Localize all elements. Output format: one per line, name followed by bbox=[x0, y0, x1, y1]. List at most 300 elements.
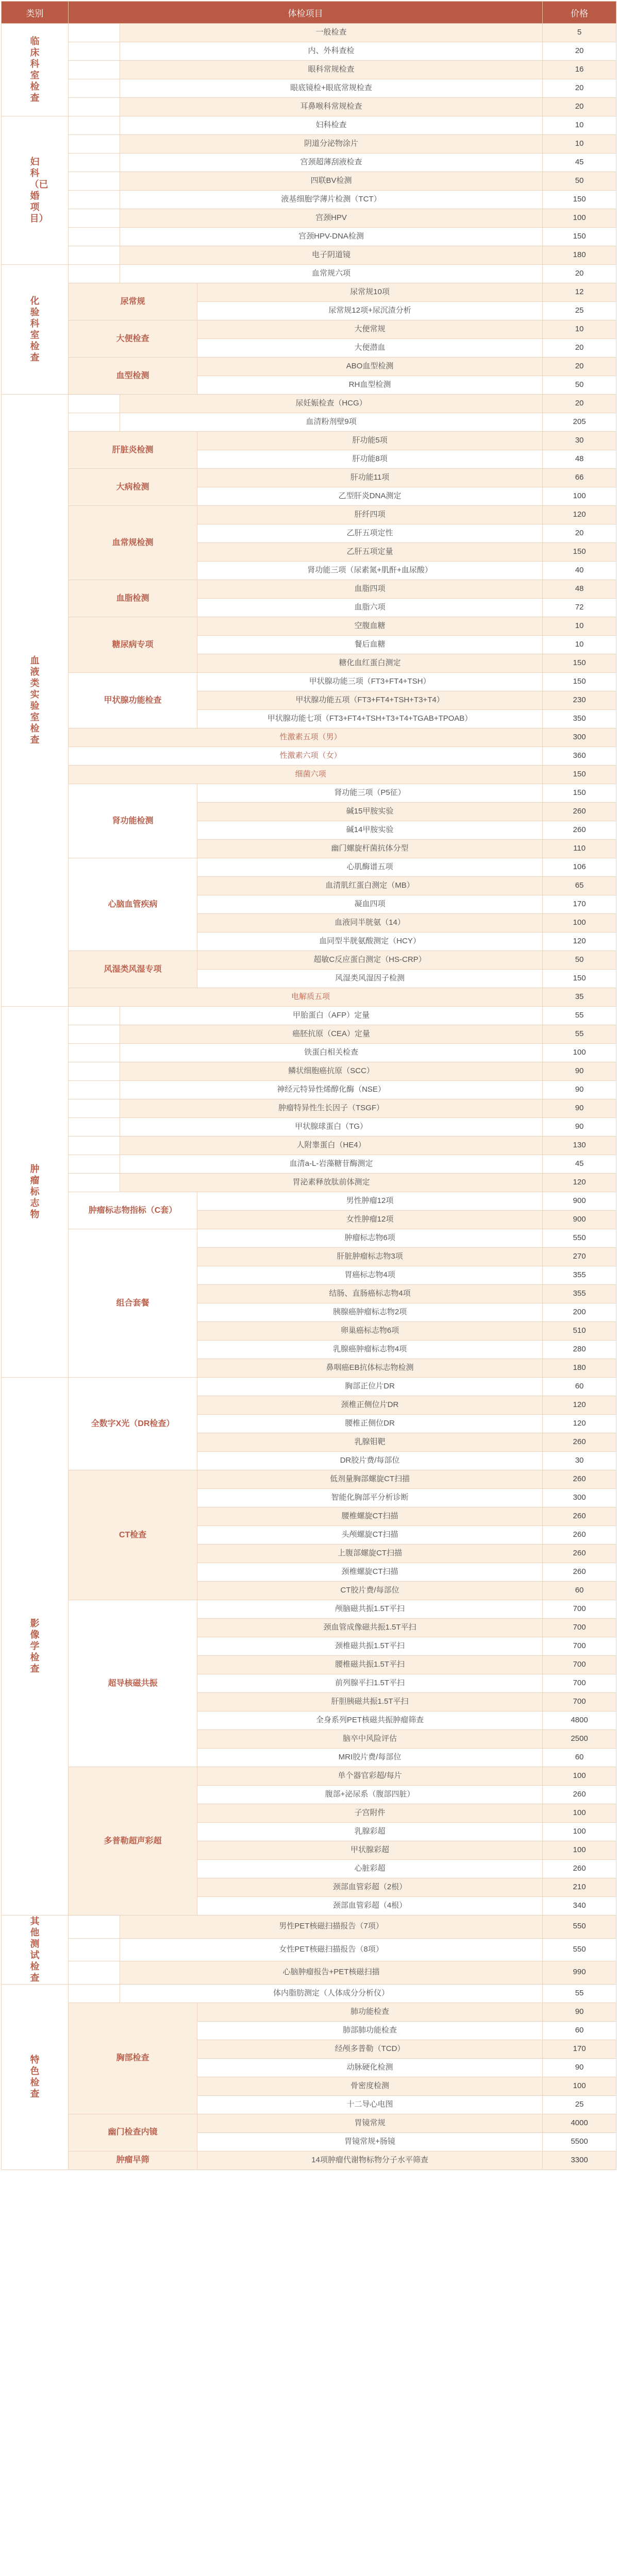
price-cell: 50 bbox=[543, 172, 616, 191]
item-cell: 神经元特异性烯醇化酶（NSE） bbox=[120, 1081, 543, 1099]
item-cell: 糖化血红蛋白测定 bbox=[197, 654, 543, 673]
price-cell: 355 bbox=[543, 1266, 616, 1285]
item-cell: 细菌六项 bbox=[69, 766, 543, 784]
price-cell: 120 bbox=[543, 1396, 616, 1415]
price-cell: 100 bbox=[543, 1044, 616, 1062]
spacer-cell bbox=[69, 246, 120, 265]
table-row bbox=[2, 432, 616, 450]
item-cell: 宫颈HPV-DNA检测 bbox=[120, 228, 543, 246]
price-cell: 170 bbox=[543, 2040, 616, 2058]
spacer-cell bbox=[69, 1961, 120, 1985]
item-cell: DR胶片费/每部位 bbox=[197, 1452, 543, 1470]
item-cell: 肝脏肿瘤标志物3项 bbox=[197, 1248, 543, 1266]
item-cell: 人附睾蛋白（HE4） bbox=[120, 1137, 543, 1155]
table-row bbox=[2, 1378, 616, 1396]
item-cell: 甲状腺球蛋白（TG） bbox=[120, 1118, 543, 1137]
price-cell: 66 bbox=[543, 469, 616, 487]
item-cell: 耳鼻喉科常规检查 bbox=[120, 98, 543, 116]
subgroup-cell: CT检查 bbox=[69, 1470, 197, 1600]
item-cell: 上腹部螺旋CT扫描 bbox=[197, 1545, 543, 1563]
price-cell: 260 bbox=[543, 1860, 616, 1878]
item-cell: 心肌酶谱五项 bbox=[197, 858, 543, 877]
item-cell: 胰腺癌肿瘤标志物2项 bbox=[197, 1303, 543, 1322]
price-cell: 260 bbox=[543, 1433, 616, 1452]
table-row bbox=[2, 1229, 616, 1248]
table-row bbox=[2, 1062, 616, 1081]
price-cell: 260 bbox=[543, 1507, 616, 1526]
table-row bbox=[2, 98, 616, 116]
table-header bbox=[2, 2, 616, 24]
category-cell bbox=[2, 1916, 69, 1985]
table-row bbox=[2, 61, 616, 79]
price-cell: 20 bbox=[543, 98, 616, 116]
price-cell: 700 bbox=[543, 1619, 616, 1637]
price-cell: 510 bbox=[543, 1322, 616, 1341]
table-row bbox=[2, 320, 616, 339]
price-cell: 10 bbox=[543, 116, 616, 135]
price-cell: 260 bbox=[543, 1545, 616, 1563]
price-cell: 55 bbox=[543, 1025, 616, 1044]
item-cell: 肺功能检查 bbox=[197, 2003, 543, 2021]
price-cell: 40 bbox=[543, 562, 616, 580]
item-cell: 甲状腺功能七项（FT3+FT4+TSH+T3+T4+TGAB+TPOAB） bbox=[197, 710, 543, 728]
price-cell: 106 bbox=[543, 858, 616, 877]
table-row bbox=[2, 246, 616, 265]
price-cell: 260 bbox=[543, 1563, 616, 1582]
price-cell: 100 bbox=[543, 1841, 616, 1860]
price-cell: 360 bbox=[543, 747, 616, 766]
table-row bbox=[2, 469, 616, 487]
subgroup-cell: 血型检测 bbox=[69, 358, 197, 395]
price-cell: 300 bbox=[543, 728, 616, 747]
price-cell: 45 bbox=[543, 1155, 616, 1174]
item-cell: 大便常规 bbox=[197, 320, 543, 339]
table-row bbox=[2, 2003, 616, 2021]
category-label: 临床科室检查 bbox=[30, 36, 40, 104]
spacer-cell bbox=[69, 154, 120, 172]
item-cell: 腹部+泌尿系（腹部四脏） bbox=[197, 1786, 543, 1804]
category-cell bbox=[2, 1378, 69, 1916]
category-cell bbox=[2, 395, 69, 1007]
spacer-cell bbox=[69, 1137, 120, 1155]
item-cell: 甲状腺功能五项（FT3+FT4+TSH+T3+T4） bbox=[197, 691, 543, 710]
table-row bbox=[2, 413, 616, 432]
item-cell: 液基细胞学薄片检测（TCT） bbox=[120, 191, 543, 209]
price-cell: 25 bbox=[543, 2095, 616, 2114]
price-cell: 25 bbox=[543, 302, 616, 320]
item-cell: 铁蛋白相关检查 bbox=[120, 1044, 543, 1062]
price-cell: 260 bbox=[543, 1786, 616, 1804]
table-row bbox=[2, 1137, 616, 1155]
price-cell: 150 bbox=[543, 543, 616, 562]
item-cell: 宫颈HPV bbox=[120, 209, 543, 228]
category-label: 影像学检查 bbox=[30, 1618, 40, 1674]
price-cell: 30 bbox=[543, 1452, 616, 1470]
price-cell: 150 bbox=[543, 673, 616, 691]
item-cell: 颅脑磁共振1.5T平扫 bbox=[197, 1600, 543, 1619]
subgroup-cell: 肝脏炎检测 bbox=[69, 432, 197, 469]
item-cell: 智能化胸部平分析诊断 bbox=[197, 1489, 543, 1507]
spacer-cell bbox=[69, 1938, 120, 1961]
item-cell: 肝功能11项 bbox=[197, 469, 543, 487]
item-cell: 肝功能8项 bbox=[197, 450, 543, 469]
header-category: 类别 bbox=[2, 2, 69, 24]
price-cell: 10 bbox=[543, 135, 616, 154]
price-cell: 100 bbox=[543, 1823, 616, 1841]
price-cell: 4000 bbox=[543, 2114, 616, 2132]
price-cell: 260 bbox=[543, 821, 616, 840]
price-cell: 55 bbox=[543, 1984, 616, 2003]
table-row bbox=[2, 617, 616, 636]
item-cell: 颈血管成像磁共振1.5T平扫 bbox=[197, 1619, 543, 1637]
table-row bbox=[2, 395, 616, 413]
price-cell: 60 bbox=[543, 1378, 616, 1396]
item-cell: 血脂四项 bbox=[197, 580, 543, 599]
spacer-cell bbox=[69, 1062, 120, 1081]
table-row bbox=[2, 42, 616, 61]
subgroup-cell: 血常规检测 bbox=[69, 506, 197, 580]
item-cell: 空腹血糖 bbox=[197, 617, 543, 636]
spacer-cell bbox=[69, 1916, 120, 1939]
price-cell: 90 bbox=[543, 2058, 616, 2077]
price-cell: 150 bbox=[543, 228, 616, 246]
price-cell: 16 bbox=[543, 61, 616, 79]
spacer-cell bbox=[69, 413, 120, 432]
price-cell: 20 bbox=[543, 339, 616, 358]
item-cell: 眼底镜检+眼底常规检查 bbox=[120, 79, 543, 98]
subgroup-cell: 肿瘤标志物指标（C套） bbox=[69, 1192, 197, 1229]
price-cell: 90 bbox=[543, 1062, 616, 1081]
item-cell: 男性PET核磁扫描报告（7项） bbox=[120, 1916, 543, 1939]
item-cell: 肝胆胰磁共振1.5T平扫 bbox=[197, 1693, 543, 1711]
table-row bbox=[2, 1118, 616, 1137]
item-cell: CT胶片费/每部位 bbox=[197, 1582, 543, 1600]
price-cell: 200 bbox=[543, 1303, 616, 1322]
item-cell: 肝纤四项 bbox=[197, 506, 543, 524]
price-cell: 150 bbox=[543, 654, 616, 673]
item-cell: 尿常规12项+尿沉渣分析 bbox=[197, 302, 543, 320]
item-cell: 大便潜血 bbox=[197, 339, 543, 358]
table-row bbox=[2, 1044, 616, 1062]
item-cell: 颈椎磁共振1.5T平扫 bbox=[197, 1637, 543, 1656]
price-cell: 700 bbox=[543, 1637, 616, 1656]
price-cell: 700 bbox=[543, 1600, 616, 1619]
item-cell: 颈椎正侧位片DR bbox=[197, 1396, 543, 1415]
item-cell: 尿妊娠检查（HCG） bbox=[120, 395, 543, 413]
subgroup-cell: 甲状腺功能检查 bbox=[69, 673, 197, 728]
subgroup-cell: 多普勒超声彩超 bbox=[69, 1767, 197, 1916]
price-cell: 150 bbox=[543, 766, 616, 784]
item-cell: 甲状腺彩超 bbox=[197, 1841, 543, 1860]
table-row bbox=[2, 951, 616, 970]
price-cell: 210 bbox=[543, 1878, 616, 1897]
price-cell: 355 bbox=[543, 1285, 616, 1303]
price-cell: 90 bbox=[543, 2003, 616, 2021]
spacer-cell bbox=[69, 172, 120, 191]
price-cell: 5500 bbox=[543, 2132, 616, 2151]
price-cell: 270 bbox=[543, 1248, 616, 1266]
category-cell bbox=[2, 265, 69, 395]
price-table bbox=[1, 1, 616, 2170]
item-cell: 前列腺平扫1.5T平扫 bbox=[197, 1674, 543, 1693]
table-row bbox=[2, 265, 616, 283]
item-cell: 颈部血管彩超（4根） bbox=[197, 1897, 543, 1916]
price-cell: 700 bbox=[543, 1674, 616, 1693]
category-label: 特色检查 bbox=[30, 2054, 40, 2099]
price-cell: 60 bbox=[543, 1749, 616, 1767]
price-cell: 900 bbox=[543, 1211, 616, 1229]
price-cell: 260 bbox=[543, 1526, 616, 1545]
item-cell: 颈椎螺旋CT扫描 bbox=[197, 1563, 543, 1582]
item-cell: 胃泌素释放肽前体测定 bbox=[120, 1174, 543, 1192]
table-row bbox=[2, 172, 616, 191]
item-cell: 胃镜常规+肠镜 bbox=[197, 2132, 543, 2151]
price-cell: 120 bbox=[543, 1415, 616, 1433]
table-row bbox=[2, 747, 616, 766]
item-cell: 餐后血糖 bbox=[197, 636, 543, 654]
item-cell: MRI胶片费/每部位 bbox=[197, 1749, 543, 1767]
item-cell: 14项肿瘤代谢物标物分子水平筛查 bbox=[197, 2151, 543, 2170]
table-body bbox=[2, 24, 616, 2170]
price-cell: 12 bbox=[543, 283, 616, 302]
item-cell: 碱15甲胺实验 bbox=[197, 803, 543, 821]
price-cell: 900 bbox=[543, 1192, 616, 1211]
table-row bbox=[2, 24, 616, 42]
category-cell bbox=[2, 116, 69, 265]
price-cell: 550 bbox=[543, 1916, 616, 1939]
table-row bbox=[2, 154, 616, 172]
table-row bbox=[2, 1192, 616, 1211]
spacer-cell bbox=[69, 1044, 120, 1062]
price-cell: 120 bbox=[543, 933, 616, 951]
price-cell: 48 bbox=[543, 580, 616, 599]
item-cell: 乙肝五项定性 bbox=[197, 524, 543, 543]
item-cell: 凝血四项 bbox=[197, 895, 543, 914]
price-cell: 50 bbox=[543, 951, 616, 970]
item-cell: 碱14甲胺实验 bbox=[197, 821, 543, 840]
price-cell: 20 bbox=[543, 395, 616, 413]
item-cell: RH血型检测 bbox=[197, 376, 543, 395]
spacer-cell bbox=[69, 79, 120, 98]
item-cell: 女性肿瘤12项 bbox=[197, 1211, 543, 1229]
table-row bbox=[2, 1007, 616, 1025]
item-cell: 腰椎螺旋CT扫描 bbox=[197, 1507, 543, 1526]
table-row bbox=[2, 784, 616, 803]
price-cell: 48 bbox=[543, 450, 616, 469]
price-cell: 60 bbox=[543, 1582, 616, 1600]
price-cell: 550 bbox=[543, 1938, 616, 1961]
item-cell: 血同型半胱氨酸测定（HCY） bbox=[197, 933, 543, 951]
price-cell: 90 bbox=[543, 1118, 616, 1137]
price-cell: 120 bbox=[543, 506, 616, 524]
item-cell: 肿瘤标志物6项 bbox=[197, 1229, 543, 1248]
table-row bbox=[2, 1938, 616, 1961]
subgroup-cell: 风湿类风湿专项 bbox=[69, 951, 197, 988]
price-cell: 180 bbox=[543, 246, 616, 265]
price-cell: 30 bbox=[543, 432, 616, 450]
price-cell: 700 bbox=[543, 1693, 616, 1711]
table-row bbox=[2, 506, 616, 524]
price-cell: 100 bbox=[543, 914, 616, 933]
category-label: 化验科室检查 bbox=[30, 296, 40, 363]
price-cell: 72 bbox=[543, 599, 616, 617]
subgroup-cell: 超导核磁共振 bbox=[69, 1600, 197, 1767]
subgroup-cell: 胸部检查 bbox=[69, 2003, 197, 2114]
category-cell bbox=[2, 1984, 69, 2170]
category-cell bbox=[2, 24, 69, 116]
spacer-cell bbox=[69, 228, 120, 246]
price-cell: 3300 bbox=[543, 2151, 616, 2170]
item-cell: 一般检查 bbox=[120, 24, 543, 42]
subgroup-cell: 幽门检查内镜 bbox=[69, 2114, 197, 2151]
item-cell: 体内脂肪测定（人体成分分析仪） bbox=[120, 1984, 543, 2003]
item-cell: 血常规六项 bbox=[120, 265, 543, 283]
price-cell: 20 bbox=[543, 524, 616, 543]
item-cell: 电解质五项 bbox=[69, 988, 543, 1007]
price-cell: 20 bbox=[543, 358, 616, 376]
item-cell: 胃镜常规 bbox=[197, 2114, 543, 2132]
price-cell: 130 bbox=[543, 1137, 616, 1155]
subgroup-cell: 心脑血管疾病 bbox=[69, 858, 197, 951]
table-row bbox=[2, 728, 616, 747]
price-cell: 300 bbox=[543, 1489, 616, 1507]
header-price: 价格 bbox=[543, 2, 616, 24]
spacer-cell bbox=[69, 1155, 120, 1174]
item-cell: ABO血型检测 bbox=[197, 358, 543, 376]
table-row bbox=[2, 1470, 616, 1489]
price-cell: 150 bbox=[543, 191, 616, 209]
item-cell: 心脏彩超 bbox=[197, 1860, 543, 1878]
item-cell: 性激素六项（女） bbox=[69, 747, 543, 766]
price-cell: 100 bbox=[543, 209, 616, 228]
item-cell: 阴道分泌物涂片 bbox=[120, 135, 543, 154]
price-cell: 65 bbox=[543, 877, 616, 895]
table-row bbox=[2, 209, 616, 228]
item-cell: 眼科常规检查 bbox=[120, 61, 543, 79]
category-cell bbox=[2, 1007, 69, 1378]
price-cell: 100 bbox=[543, 1767, 616, 1786]
price-cell: 35 bbox=[543, 988, 616, 1007]
item-cell: 胃癌标志物4项 bbox=[197, 1266, 543, 1285]
item-cell: 鳞状细胞癌抗原（SCC） bbox=[120, 1062, 543, 1081]
item-cell: 幽门螺旋杆菌抗体分型 bbox=[197, 840, 543, 858]
table-row bbox=[2, 1174, 616, 1192]
spacer-cell bbox=[69, 1007, 120, 1025]
subgroup-cell: 组合套餐 bbox=[69, 1229, 197, 1378]
price-cell: 110 bbox=[543, 840, 616, 858]
spacer-cell bbox=[69, 116, 120, 135]
subgroup-cell: 尿常规 bbox=[69, 283, 197, 320]
subgroup-cell: 血脂检测 bbox=[69, 580, 197, 617]
table-row bbox=[2, 1767, 616, 1786]
price-cell: 260 bbox=[543, 1470, 616, 1489]
table-row bbox=[2, 673, 616, 691]
item-cell: 全身系列PET核磁共振肿瘤筛查 bbox=[197, 1711, 543, 1730]
table-row bbox=[2, 228, 616, 246]
item-cell: 甲胎蛋白（AFP）定量 bbox=[120, 1007, 543, 1025]
table-row bbox=[2, 1025, 616, 1044]
price-cell: 10 bbox=[543, 320, 616, 339]
price-cell: 60 bbox=[543, 2021, 616, 2040]
category-label: 其他测试检查 bbox=[30, 1916, 40, 1983]
item-cell: 颈部血管彩超（2根） bbox=[197, 1878, 543, 1897]
price-cell: 90 bbox=[543, 1081, 616, 1099]
table-row bbox=[2, 858, 616, 877]
table-row bbox=[2, 1961, 616, 1985]
spacer-cell bbox=[69, 135, 120, 154]
item-cell: 男性肿瘤12项 bbox=[197, 1192, 543, 1211]
price-cell: 90 bbox=[543, 1099, 616, 1118]
table-row bbox=[2, 1155, 616, 1174]
table-row bbox=[2, 2114, 616, 2132]
item-cell: 血脂六项 bbox=[197, 599, 543, 617]
item-cell: 内、外科查检 bbox=[120, 42, 543, 61]
item-cell: 癌胚抗原（CEA）定量 bbox=[120, 1025, 543, 1044]
table-row bbox=[2, 2151, 616, 2170]
spacer-cell bbox=[69, 265, 120, 283]
item-cell: 胸部正位片DR bbox=[197, 1378, 543, 1396]
price-cell: 100 bbox=[543, 1804, 616, 1823]
item-cell: 肺部肺功能检查 bbox=[197, 2021, 543, 2040]
price-cell: 205 bbox=[543, 413, 616, 432]
table-row bbox=[2, 1916, 616, 1939]
item-cell: 甲状腺功能三项（FT3+FT4+TSH） bbox=[197, 673, 543, 691]
item-cell: 乳腺钼靶 bbox=[197, 1433, 543, 1452]
item-cell: 四联BV检测 bbox=[120, 172, 543, 191]
spacer-cell bbox=[69, 61, 120, 79]
item-cell: 肾功能三项（P5征） bbox=[197, 784, 543, 803]
spacer-cell bbox=[69, 191, 120, 209]
spacer-cell bbox=[69, 1174, 120, 1192]
item-cell: 超敏C反应蛋白测定（HS-CRP） bbox=[197, 951, 543, 970]
price-cell: 10 bbox=[543, 617, 616, 636]
table-row bbox=[2, 79, 616, 98]
item-cell: 尿常规10项 bbox=[197, 283, 543, 302]
price-cell: 55 bbox=[543, 1007, 616, 1025]
item-cell: 妇科检查 bbox=[120, 116, 543, 135]
spacer-cell bbox=[69, 98, 120, 116]
price-cell: 100 bbox=[543, 2077, 616, 2095]
price-cell: 50 bbox=[543, 376, 616, 395]
item-cell: 宫颈超薄刮液检查 bbox=[120, 154, 543, 172]
item-cell: 卵巢癌标志物6项 bbox=[197, 1322, 543, 1341]
spacer-cell bbox=[69, 1025, 120, 1044]
item-cell: 结肠、直肠癌标志物4项 bbox=[197, 1285, 543, 1303]
price-cell: 10 bbox=[543, 636, 616, 654]
item-cell: 肿瘤特异性生长因子（TSGF） bbox=[120, 1099, 543, 1118]
subgroup-cell: 肾功能检测 bbox=[69, 784, 197, 858]
item-cell: 风湿类风湿因子检测 bbox=[197, 970, 543, 988]
subgroup-cell: 大病检测 bbox=[69, 469, 197, 506]
price-cell: 20 bbox=[543, 42, 616, 61]
category-label: 肿瘤标志物 bbox=[30, 1164, 40, 1220]
spacer-cell bbox=[69, 1118, 120, 1137]
item-cell: 动脉硬化检测 bbox=[197, 2058, 543, 2077]
item-cell: 乳腺癌肿瘤标志物4项 bbox=[197, 1341, 543, 1359]
item-cell: 血清粉剂壁9项 bbox=[120, 413, 543, 432]
spacer-cell bbox=[69, 1081, 120, 1099]
price-cell: 280 bbox=[543, 1341, 616, 1359]
item-cell: 血清a-L-岩藻糖苷酶测定 bbox=[120, 1155, 543, 1174]
price-cell: 5 bbox=[543, 24, 616, 42]
category-label: 血液类实验室检查 bbox=[30, 655, 40, 745]
item-cell: 头颅螺旋CT扫描 bbox=[197, 1526, 543, 1545]
item-cell: 骨密度检测 bbox=[197, 2077, 543, 2095]
spacer-cell bbox=[69, 395, 120, 413]
table-row bbox=[2, 766, 616, 784]
subgroup-cell: 全数字X光（DR检查） bbox=[69, 1378, 197, 1470]
item-cell: 单个器官彩超/每片 bbox=[197, 1767, 543, 1786]
